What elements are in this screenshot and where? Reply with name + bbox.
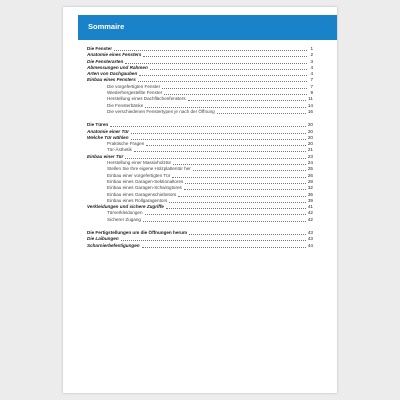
toc-entry-title: Einbau eines Garagen-Schwingtores <box>107 185 182 191</box>
dot-leader <box>139 75 307 76</box>
toc-entry-title: Die Fensterbänke <box>107 102 144 108</box>
dot-leader <box>169 202 306 203</box>
toc-entry-title: Die vorgefertigten Fenster <box>107 83 161 89</box>
toc-entry-title: Einbau eines Fensters <box>87 77 136 83</box>
toc-entry-page-number: 26 <box>307 172 313 178</box>
toc-entry-title: Die Fertigstellungen um die Öffnungen herum <box>87 230 188 236</box>
toc-entry-title: Herstellung einer Massivholztür <box>107 160 172 166</box>
dot-leader <box>164 94 307 95</box>
toc-entry-page-number: 43 <box>307 230 313 236</box>
dot-leader <box>125 63 307 64</box>
toc-entry-page-number: 3 <box>310 58 313 64</box>
dot-leader <box>178 196 306 197</box>
toc-entry-page-number: 16 <box>307 108 313 114</box>
toc-entry-title: Einbau einer vorgefertigten Tür <box>107 172 171 178</box>
toc-entry-page-number: 41 <box>307 204 313 210</box>
toc-entry-title: Einbau eines Garagenschiebetors <box>107 191 177 197</box>
toc-entry-page-number: 20 <box>307 134 313 140</box>
dot-leader <box>193 170 306 171</box>
toc-entry-title: Die Fenster <box>87 46 113 51</box>
dot-leader <box>184 189 306 190</box>
toc-entry-page-number: 23 <box>307 153 313 159</box>
toc-entry-title: Praktische Fragen <box>107 141 145 147</box>
toc-entry-page-number: 4 <box>310 71 313 77</box>
toc-entry[interactable] <box>87 243 313 249</box>
toc-entry-page-number: 7 <box>310 77 313 83</box>
dot-leader <box>145 214 306 215</box>
toc-entry-page-number: 24 <box>307 160 313 166</box>
toc-entry-page-number: 44 <box>307 242 313 248</box>
toc-entry-title: Sicherer Zugang <box>107 216 141 222</box>
toc-entry-title: Verkleidungen und sichere Zugriffe <box>87 204 164 210</box>
toc-entry-title: Stellen Sie Ihre eigene Holzplattentür her <box>107 166 191 172</box>
dot-leader <box>131 133 306 134</box>
header-banner <box>78 15 337 40</box>
dot-leader <box>185 183 306 184</box>
toc-entry-title: Die verschiedenen Fenstertypen je nach der Öffnung <box>107 108 215 114</box>
toc-entry-title: Welche Tür wählen <box>87 134 129 140</box>
toc-entry-title: Tür-Ästhetik <box>107 147 132 153</box>
toc-entry-page-number: 9 <box>310 90 313 96</box>
toc-entry-page-number: 25 <box>307 166 313 172</box>
toc-entry-title: Herstellung eines Dachflächenfensters <box>107 96 186 102</box>
dot-leader <box>188 100 307 101</box>
dot-leader <box>138 81 307 82</box>
toc-entry-title: Anatomie einer Tür <box>87 128 129 134</box>
toc-entry-title: Einbau eines Rollgaragentors <box>107 197 168 203</box>
toc-entry-page-number: 4 <box>310 64 313 70</box>
toc-entry-title: Türverkleidungen <box>107 210 143 216</box>
toc-entry-page-number: 39 <box>307 197 313 203</box>
toc-entry-title: Anatomie eines Fensters <box>87 52 142 58</box>
toc-entry-title: Scharnierbefestigungen <box>87 242 140 248</box>
table-of-contents <box>87 46 313 249</box>
toc-entry-page-number: 28 <box>307 178 313 184</box>
toc-entry-page-number: 42 <box>307 210 313 216</box>
toc-entry-page-number: 20 <box>307 122 313 128</box>
toc-entry-page-number: 2 <box>310 52 313 58</box>
document-page <box>63 7 337 393</box>
section-gap <box>87 223 313 230</box>
dot-leader <box>114 50 307 51</box>
toc-entry-page-number: 32 <box>307 185 313 191</box>
toc-entry-page-number: 1 <box>310 46 313 51</box>
toc-entry-page-number: 20 <box>307 141 313 147</box>
dot-leader <box>162 88 307 89</box>
dot-leader <box>217 113 306 114</box>
toc-entry-title: Arten von Dachgauben <box>87 71 138 77</box>
dot-leader <box>125 158 306 159</box>
dot-leader <box>166 208 306 209</box>
dot-leader <box>143 56 307 57</box>
dot-leader <box>189 234 306 235</box>
dot-leader <box>110 126 306 127</box>
dot-leader <box>150 69 307 70</box>
page-title: Sommaire <box>88 22 125 31</box>
toc-entry-title: Die Türen <box>87 122 109 128</box>
toc-entry-title: Einbau eines Garagen-Sektionaltores <box>107 178 184 184</box>
section-gap <box>87 115 313 122</box>
dot-leader <box>145 107 306 108</box>
toc-entry-title: Abmessungen und Rahmen <box>87 64 148 70</box>
toc-entry-page-number: 43 <box>307 236 313 242</box>
toc-entry-page-number: 21 <box>307 147 313 153</box>
toc-entry-page-number: 42 <box>307 216 313 222</box>
dot-leader <box>173 164 306 165</box>
toc-entry-page-number: 7 <box>310 83 313 89</box>
toc-entry-title: Wiederhergestellte Fenster <box>107 90 163 96</box>
toc-entry-title: Die Fensterarten <box>87 58 124 64</box>
dot-leader <box>131 139 306 140</box>
toc-entry-page-number: 11 <box>308 96 313 102</box>
toc-entry-page-number: 14 <box>307 102 313 108</box>
dot-leader <box>146 145 306 146</box>
toc-entry-page-number: 36 <box>307 191 313 197</box>
dot-leader <box>172 177 306 178</box>
toc-entry-title: Die Laibungen <box>87 236 119 242</box>
dot-leader <box>142 247 306 248</box>
dot-leader <box>121 240 306 241</box>
toc-entry-page-number: 20 <box>307 128 313 134</box>
dot-leader <box>134 151 306 152</box>
dot-leader <box>143 221 306 222</box>
toc-entry-title: Einbau einer Tür <box>87 153 124 159</box>
